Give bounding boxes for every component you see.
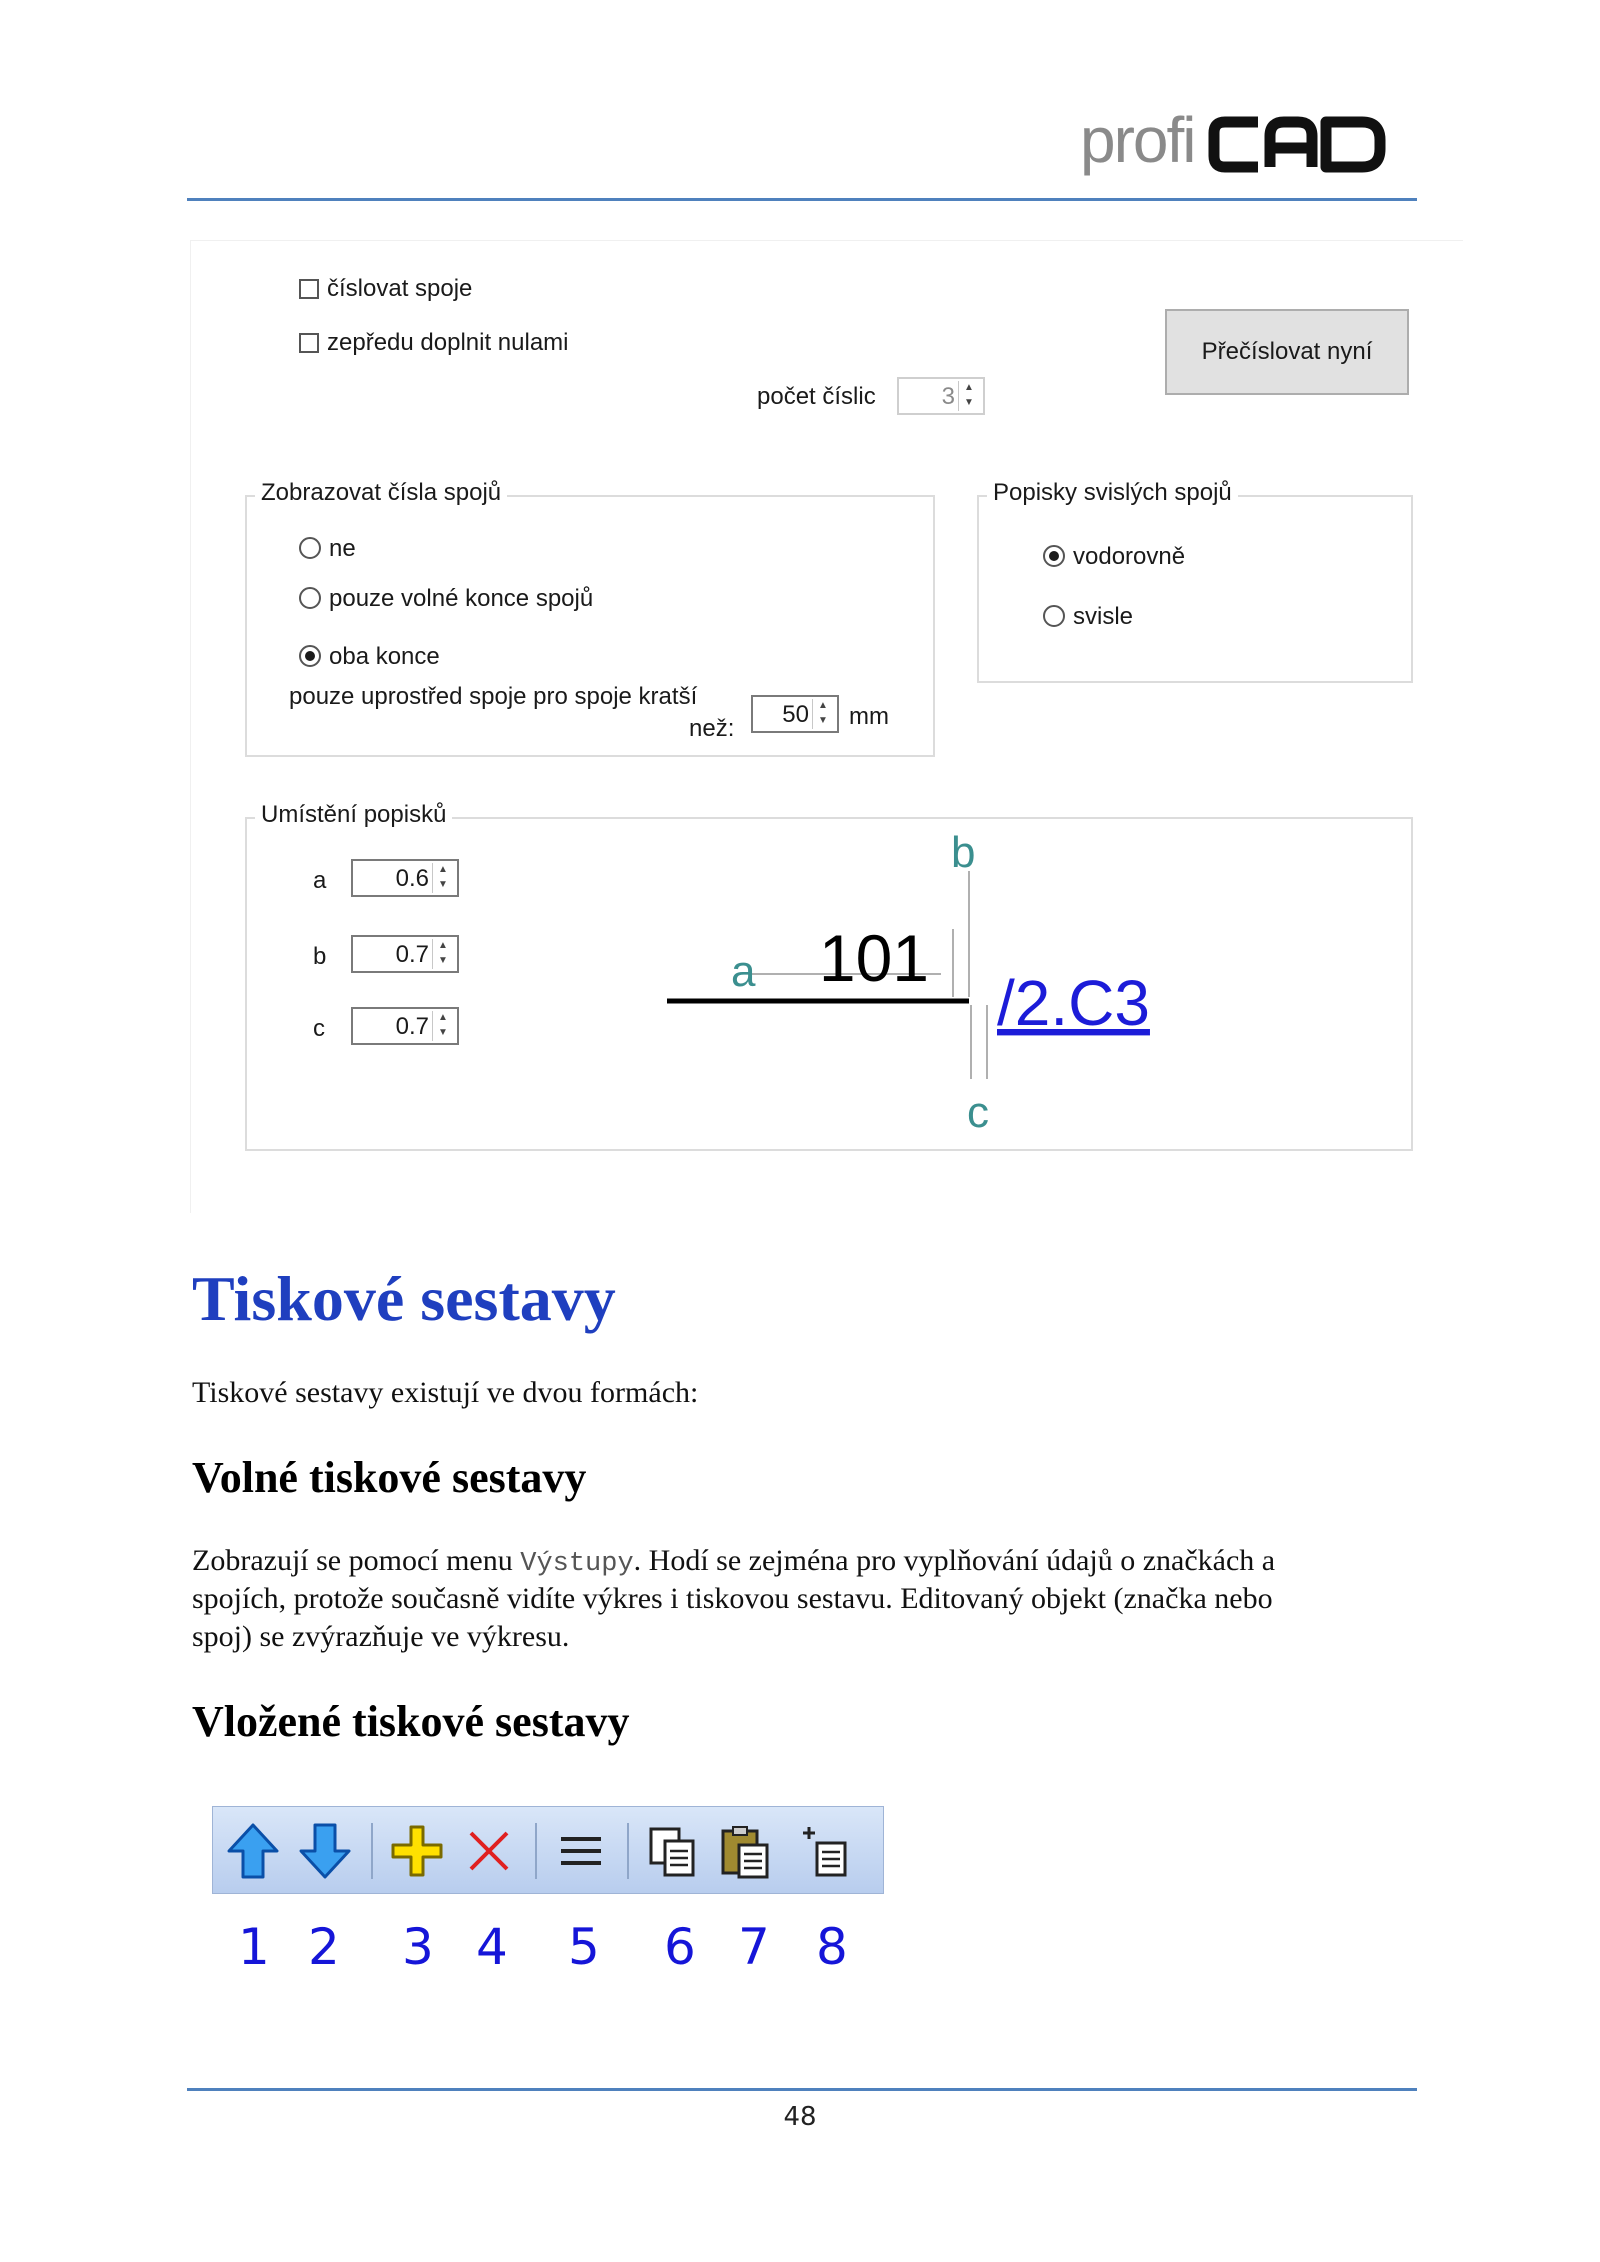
subheading-free-reports: Volné tiskové sestavy <box>192 1453 587 1502</box>
vertical-labels-group-title: Popisky svislých spojů <box>987 479 1238 507</box>
para-text-b: . Hodí se zejména pro vyplňování údajů o značkách a <box>633 1544 1276 1577</box>
renumber-button[interactable]: Přečíslovat nyní <box>1165 309 1409 395</box>
digits-label: počet číslic <box>757 383 876 410</box>
diagram-label-b: b <box>951 829 976 877</box>
leading-zeros-label: zepředu doplnit nulami <box>327 329 569 356</box>
leading-zeros-checkbox[interactable] <box>299 333 319 353</box>
vertical-horizontal-label: vodorovně <box>1073 543 1186 570</box>
copy-icon[interactable] <box>641 1819 705 1883</box>
offset-b-spin-arrows[interactable]: ▲ ▼ <box>432 939 455 969</box>
offset-c-spinner[interactable] <box>351 1007 459 1045</box>
free-reports-paragraph-line2: spojích, protože současně vidíte výkres i tiskovou sestavu. Editovaný objekt (značka nebo <box>192 1582 1273 1615</box>
display-free-ends-label: pouze volné konce spojů <box>329 585 594 612</box>
menu-name-outputs: Výstupy <box>520 1549 634 1579</box>
offset-c-spin-arrows[interactable]: ▲ ▼ <box>432 1011 455 1041</box>
proficad-logo <box>1080 104 1410 184</box>
wire-number-text: 101 <box>818 921 929 995</box>
toolbar-separator <box>535 1823 537 1879</box>
toolbar-number-1: 1 <box>238 1918 270 1976</box>
delete-x-icon[interactable] <box>457 1819 521 1883</box>
offset-a-spinner[interactable] <box>351 859 459 897</box>
header-rule <box>187 198 1417 201</box>
toolbar-number-4: 4 <box>476 1918 508 1976</box>
toolbar-separator <box>371 1823 373 1879</box>
insert-icon[interactable] <box>793 1819 857 1883</box>
middle-length-spin-arrows[interactable]: ▲ ▼ <box>812 699 835 729</box>
toolbar-number-6: 6 <box>664 1918 696 1976</box>
arrow-down-icon[interactable] <box>293 1819 357 1883</box>
toolbar-number-8: 8 <box>816 1918 848 1976</box>
vertical-labels-group <box>977 495 1413 683</box>
svg-text:profi: profi <box>1080 104 1195 176</box>
offset-a-label: a <box>313 867 327 894</box>
paste-icon[interactable] <box>713 1819 777 1883</box>
wire-numbering-dialog <box>190 240 1463 1213</box>
free-reports-paragraph-line1 <box>192 1542 1275 1583</box>
intro-paragraph: Tiskové sestavy existují ve dvou formách: <box>192 1376 699 1409</box>
display-free-ends-radio[interactable] <box>299 587 321 609</box>
footer-rule <box>187 2088 1417 2091</box>
offset-c-label: c <box>313 1015 325 1042</box>
vertical-horizontal-radio[interactable] <box>1043 545 1065 567</box>
lines-icon[interactable] <box>549 1819 613 1883</box>
offset-a-value: 0.6 <box>395 865 429 892</box>
diagram-label-a: a <box>731 947 756 996</box>
digits-value: 3 <box>941 383 955 410</box>
placement-diagram <box>651 829 1411 1149</box>
display-both-ends-label: oba konce <box>329 643 440 670</box>
arrow-up-icon[interactable] <box>221 1819 285 1883</box>
display-both-ends-radio[interactable] <box>299 645 321 667</box>
digits-spinner[interactable] <box>897 377 985 415</box>
toolbar-number-7: 7 <box>738 1918 770 1976</box>
display-numbers-group-title: Zobrazovat čísla spojů <box>255 479 507 507</box>
report-toolbar <box>212 1806 884 1894</box>
free-reports-paragraph-line3: spoj) se zvýrazňuje ve výkresu. <box>192 1620 570 1653</box>
number-wires-checkbox[interactable] <box>299 279 319 299</box>
middle-length-spinner[interactable] <box>751 695 839 733</box>
offset-c-value: 0.7 <box>395 1013 429 1040</box>
number-wires-label: číslovat spoje <box>327 275 473 302</box>
toolbar-number-3: 3 <box>402 1918 434 1976</box>
diagram-label-c: c <box>967 1088 989 1137</box>
offset-b-label: b <box>313 943 327 970</box>
plus-icon[interactable] <box>385 1819 449 1883</box>
para-text-a: Zobrazují se pomocí menu <box>192 1544 521 1577</box>
toolbar-number-2: 2 <box>308 1918 340 1976</box>
display-no-radio[interactable] <box>299 537 321 559</box>
vertical-vertical-radio[interactable] <box>1043 605 1065 627</box>
page-number: 48 <box>783 2102 817 2132</box>
middle-only-label-line1: pouze uprostřed spoje pro spoje kratší <box>289 683 698 710</box>
toolbar-number-5: 5 <box>568 1918 600 1976</box>
subheading-embedded-reports: Vložené tiskové sestavy <box>192 1697 630 1746</box>
middle-length-value: 50 <box>782 701 809 728</box>
display-no-label: ne <box>329 535 356 562</box>
middle-only-label-line2: než: <box>689 715 735 742</box>
vertical-vertical-label: svisle <box>1073 603 1134 630</box>
label-placement-group-title: Umístění popisků <box>255 801 452 829</box>
offset-a-spin-arrows[interactable]: ▲ ▼ <box>432 863 455 893</box>
digits-spin-arrows[interactable]: ▲ ▼ <box>958 381 981 411</box>
middle-length-unit: mm <box>849 703 889 730</box>
offset-b-spinner[interactable] <box>351 935 459 973</box>
reference-link-text: /2.C3 <box>997 967 1150 1039</box>
section-heading: Tiskové sestavy <box>192 1263 616 1334</box>
offset-b-value: 0.7 <box>395 941 429 968</box>
toolbar-separator <box>627 1823 629 1879</box>
